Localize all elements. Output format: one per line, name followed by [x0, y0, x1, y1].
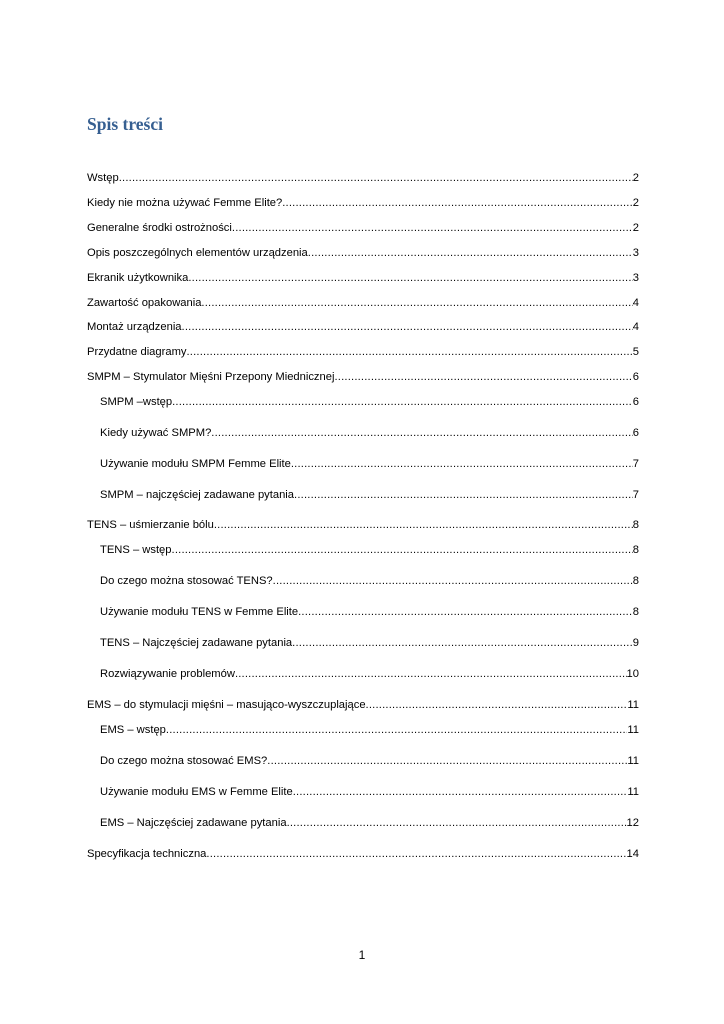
page-number: 1: [358, 948, 366, 962]
toc-entry-page: 3: [632, 247, 639, 259]
toc-entry-text: SMPM – najczęściej zadawane pytania: [100, 489, 295, 501]
toc-entry-page: 11: [627, 724, 639, 736]
toc-entry-text: Specyfikacja techniczna: [87, 848, 207, 860]
toc-subentry[interactable]: [100, 603, 639, 619]
toc-leader-dots: [366, 698, 628, 712]
toc-entry-page: 11: [627, 755, 639, 767]
toc-leader-dots: [287, 816, 627, 830]
toc-entry-text: TENS – wstęp: [100, 544, 172, 556]
toc-entry-page: 10: [626, 668, 639, 680]
toc-entry-text: Kiedy nie można używać Femme Elite?: [87, 197, 283, 209]
toc-entry-page: 6: [632, 396, 639, 408]
toc-entry-text: SMPM –wstęp: [100, 396, 173, 408]
toc-entry-page: 4: [632, 321, 639, 333]
toc-subentry[interactable]: [100, 486, 639, 502]
toc-entry-page: 4: [632, 297, 639, 309]
toc-entry-text: Do czego można stosować EMS?: [100, 755, 268, 767]
toc-subentry[interactable]: [100, 541, 639, 557]
toc-entry-page: 11: [627, 699, 639, 711]
toc-entry-text: Kiedy używać SMPM?: [100, 427, 212, 439]
toc-entry-text: Montaż urządzenia: [87, 321, 182, 333]
toc-subentry[interactable]: [100, 814, 639, 830]
toc-entry-text: EMS – wstęp: [100, 724, 166, 736]
toc-entry[interactable]: [87, 169, 639, 185]
toc-entry[interactable]: [87, 194, 639, 210]
toc-entry-text: Przydatne diagramy: [87, 346, 187, 358]
toc-title: Spis treści: [87, 114, 163, 134]
toc-entry-text: Rozwiązywanie problemów: [100, 668, 235, 680]
toc-leader-dots: [172, 395, 633, 409]
toc-leader-dots: [201, 296, 632, 310]
toc-entry-page: 8: [632, 519, 639, 531]
toc-entry-text: Wstęp: [87, 172, 119, 184]
toc-entry-page: 5: [632, 346, 639, 358]
toc-leader-dots: [172, 543, 633, 557]
toc-leader-dots: [293, 785, 628, 799]
toc-leader-dots: [211, 426, 632, 440]
toc-entry[interactable]: [87, 516, 639, 532]
toc-subentry[interactable]: [100, 721, 639, 737]
toc-entry-text: Ekranik użytkownika: [87, 272, 189, 284]
toc-leader-dots: [298, 605, 633, 619]
toc-subentry[interactable]: [100, 393, 639, 409]
toc-entry-text: Używanie modułu SMPM Femme Elite: [100, 458, 291, 470]
toc-entry-text: Do czego można stosować TENS?: [100, 575, 273, 587]
toc-entry[interactable]: [87, 244, 639, 260]
toc-subentry[interactable]: [100, 572, 639, 588]
toc-entry-text: Generalne środki ostrożności: [87, 222, 232, 234]
toc-subentry[interactable]: [100, 752, 639, 768]
toc-leader-dots: [294, 488, 633, 502]
toc-entry-page: 6: [632, 427, 639, 439]
toc-entry-page: 12: [626, 817, 639, 829]
toc-entry[interactable]: [87, 845, 639, 861]
toc-subentry[interactable]: [100, 783, 639, 799]
toc-subentry[interactable]: [100, 424, 639, 440]
toc-leader-dots: [119, 171, 633, 185]
toc-leader-dots: [232, 221, 633, 235]
toc-entry-page: 14: [626, 848, 639, 860]
toc-subentry[interactable]: [100, 455, 639, 471]
toc-leader-dots: [308, 246, 633, 260]
toc-leader-dots: [291, 457, 633, 471]
toc-entry[interactable]: [87, 269, 639, 285]
toc-entry-text: Używanie modułu EMS w Femme Elite: [100, 786, 293, 798]
toc-leader-dots: [188, 271, 632, 285]
toc-entry-page: 8: [632, 575, 639, 587]
toc-leader-dots: [206, 847, 626, 861]
toc-entry[interactable]: [87, 294, 639, 310]
toc-entry-text: Używanie modułu TENS w Femme Elite: [100, 606, 299, 618]
toc-subentry[interactable]: [100, 665, 639, 681]
toc-entry-page: 11: [627, 786, 639, 798]
toc-entry-page: 8: [632, 606, 639, 618]
toc-leader-dots: [292, 636, 633, 650]
toc-entry[interactable]: [87, 368, 639, 384]
toc-entry-text: TENS – uśmierzanie bólu: [87, 519, 214, 531]
toc-leader-dots: [282, 196, 633, 210]
toc-entry-page: 7: [632, 489, 639, 501]
toc-entry[interactable]: [87, 219, 639, 235]
toc-entry-page: 2: [632, 222, 639, 234]
toc-entry-text: Opis poszczególnych elementów urządzenia: [87, 247, 308, 259]
toc-entry-text: EMS – Najczęściej zadawane pytania: [100, 817, 287, 829]
toc-entry-page: 3: [632, 272, 639, 284]
toc-entry[interactable]: [87, 696, 639, 712]
toc-leader-dots: [166, 723, 627, 737]
toc-leader-dots: [187, 345, 633, 359]
toc-entry-text: EMS – do stymulacji mięśni – masująco-wyszczuplające: [87, 699, 366, 711]
toc-leader-dots: [267, 754, 627, 768]
toc-entry-text: TENS – Najczęściej zadawane pytania: [100, 637, 293, 649]
toc-leader-dots: [273, 574, 633, 588]
toc-leader-dots: [182, 320, 633, 334]
toc-entry-text: SMPM – Stymulator Mięśni Przepony Miednicznej: [87, 371, 335, 383]
toc-leader-dots: [334, 370, 632, 384]
toc-subentry[interactable]: [100, 634, 639, 650]
toc-entry-page: 2: [632, 197, 639, 209]
toc-entry-page: 8: [632, 544, 639, 556]
toc-entry-text: Zawartość opakowania: [87, 297, 202, 309]
toc-entry-page: 7: [632, 458, 639, 470]
toc-entry-page: 2: [632, 172, 639, 184]
toc-entry-page: 6: [632, 371, 639, 383]
toc-entry-page: 9: [632, 637, 639, 649]
toc-leader-dots: [214, 518, 633, 532]
toc-leader-dots: [235, 667, 627, 681]
toc-entry[interactable]: [87, 318, 639, 334]
toc-entry[interactable]: [87, 343, 639, 359]
